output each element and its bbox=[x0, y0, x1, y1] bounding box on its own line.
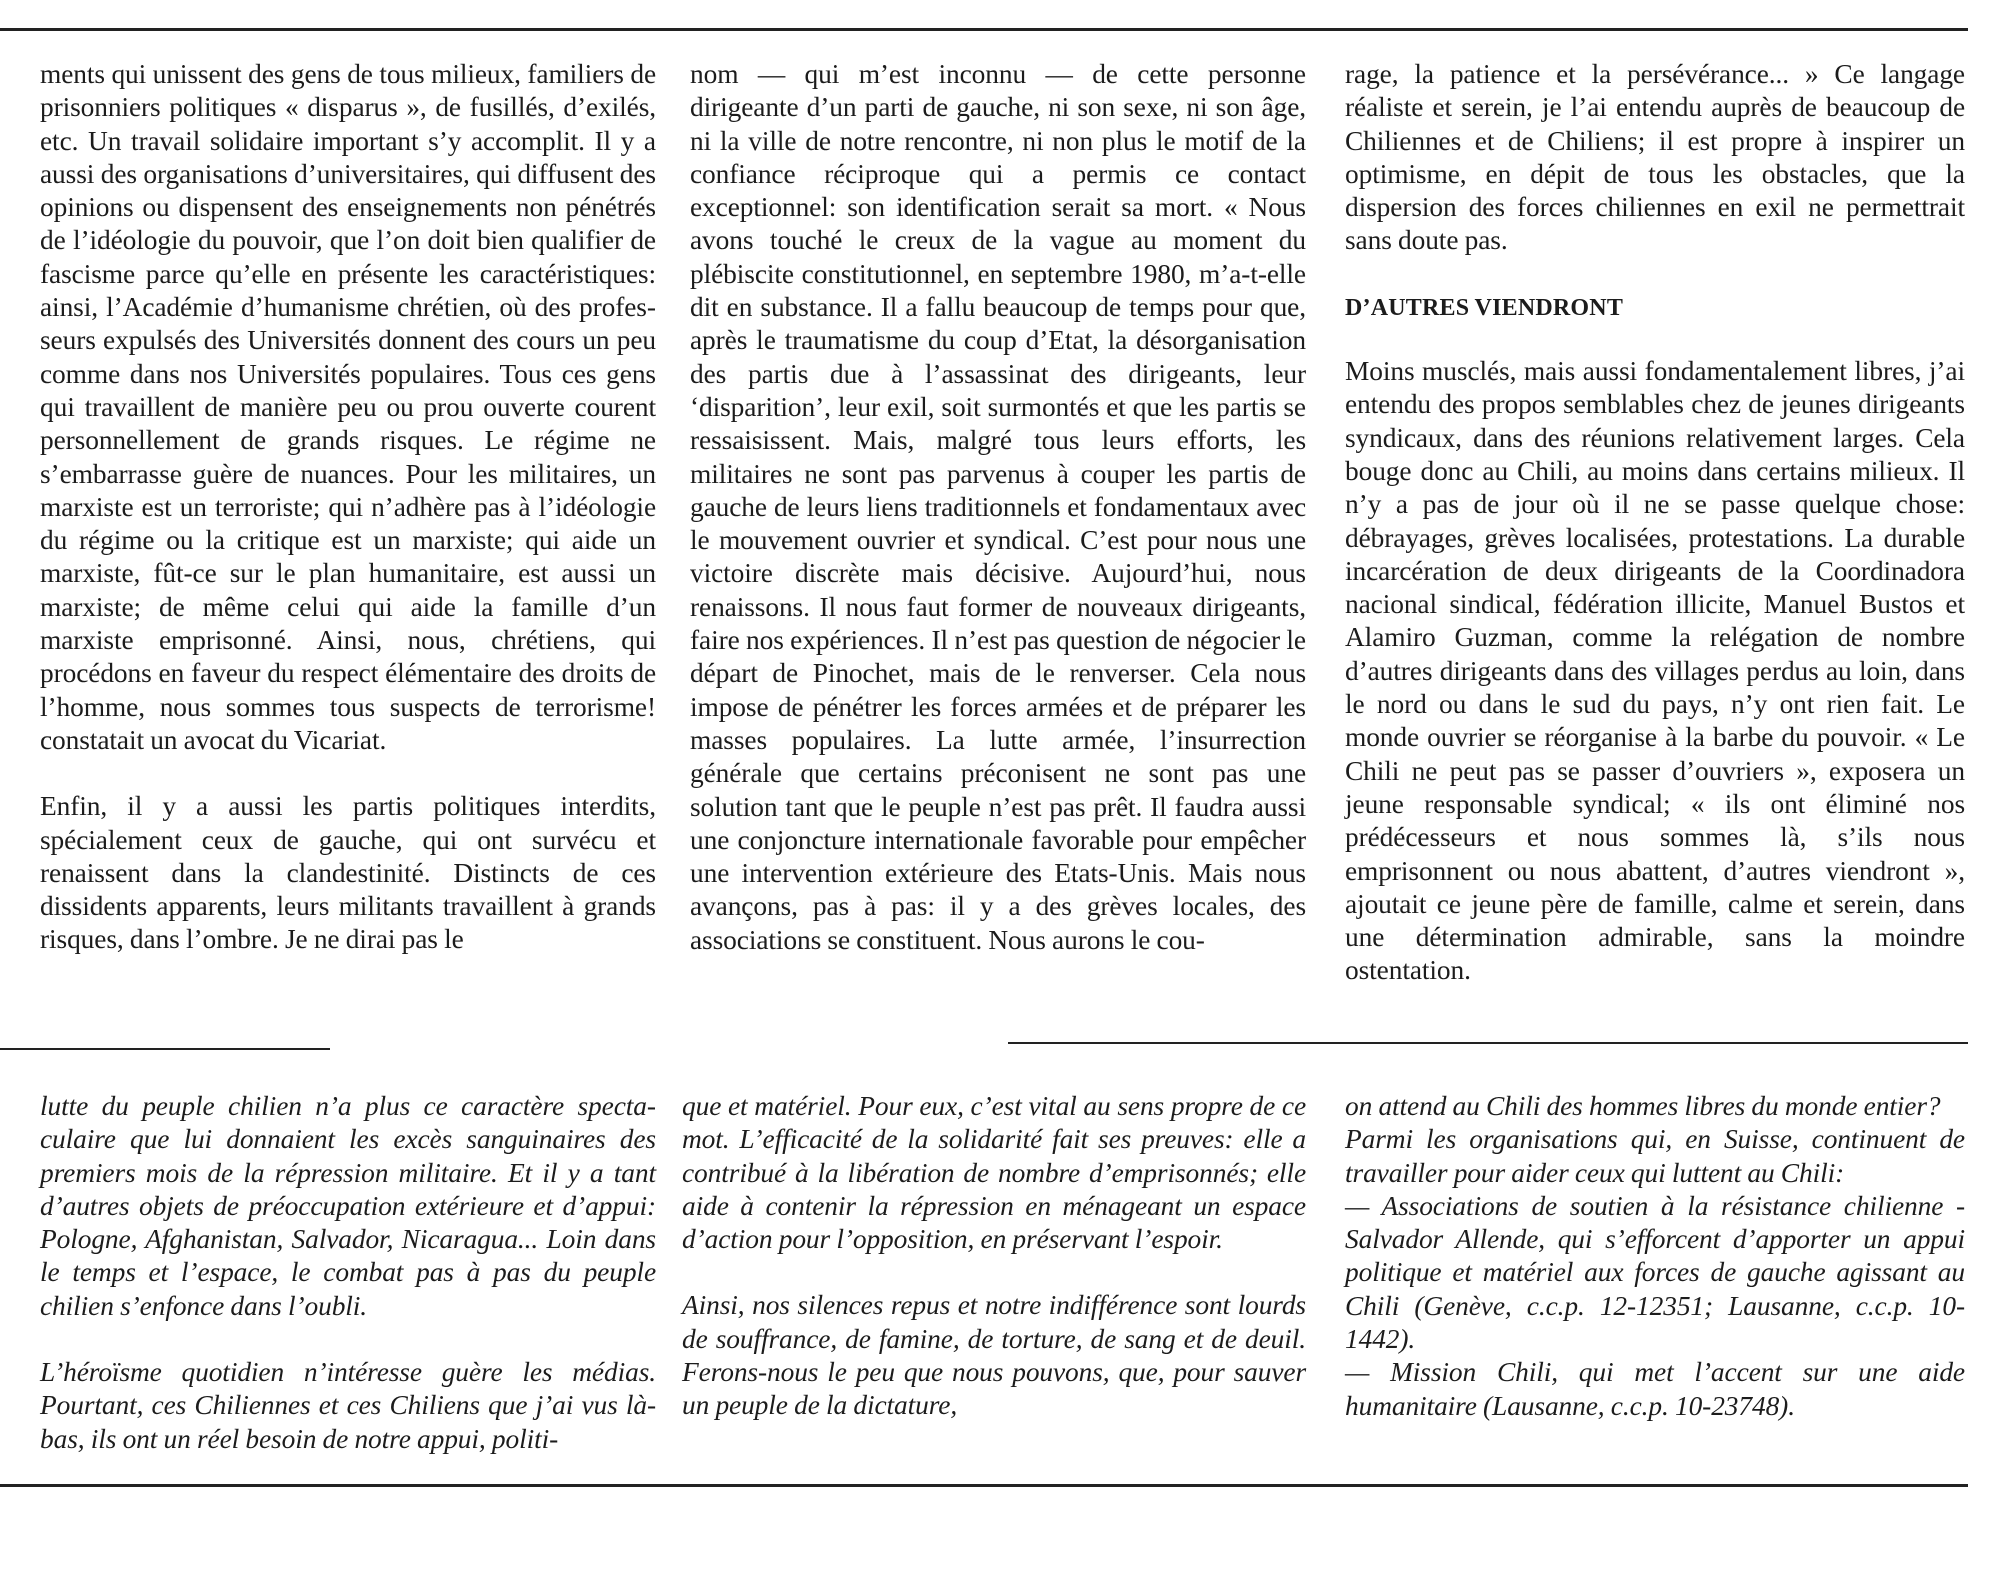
lower-column-1 bbox=[40, 1090, 656, 1456]
paragraph: nom — qui m’est inconnu — de cette personne dirigeante d’un parti de gauche, ni son sexe, ni son âge, ni la ville de notre rencontre, ni non plus le motif de la confiance réciproque qui a permis ce contact exceptionnel: son identification serait sa mort. « Nous avons touché le creux de la vague au moment du plébiscite constitutionnel, en septembre 1980, m’a-t-elle dit en substance. Il a fallu beaucoup de temps pour que, après le traumatisme du coup d’Etat, la désorganisation des partis due à l’assassinat des dirigeants, leur ‘disparition’, leur exil, soit surmontés et que les partis se ressaisissent. Mais, malgré tous leurs efforts, les militaires ne sont pas parvenus à couper les partis de gauche de leurs liens traditionnels et fondamentaux avec le mouvement ouvrier et syndical. C’est pour nous une victoire discrète mais décisive. Aujourd’hui, nous renaissons. Il nous faut former de nouveaux dirigeants, faire nos expériences. Il n’est pas question de négocier le départ de Pinochet, mais de le renverser. Cela nous impose de pénétrer les forces armées et de préparer les masses populaires. La lutte armée, l’insurrection générale que certains préconisent ne sont pas une solution tant que le peuple n’est pas prêt. Il faudra aussi une conjoncture internationale favorable pour empêcher une intervention extérieure des Etats-Unis. Mais nous avançons, pas à pas: il y a des grèves locales, des associations se constituent. Nous aurons le cou- bbox=[690, 59, 1306, 955]
paragraph: L’héroïsme quotidien n’intéresse guère les médias. Pourtant, ces Chiliennes et ces Chiliens que j’ai vus là-bas, ils ont un réel besoin de notre appui, politi- bbox=[40, 1357, 656, 1454]
paragraph: rage, la patience et la persévérance... » Ce langage réaliste et serein, je l’ai entendu auprès de beaucoup de Chiliennes et de Chiliens; il est propre à inspirer un optimisme, en dépit de tous les obstacles, que la dispersion des forces chiliennes en exil ne permettrait sans doute pas. bbox=[1345, 59, 1965, 256]
section-heading: D’AUTRES VIENDRONT bbox=[1345, 294, 1624, 321]
bottom-rule bbox=[0, 1484, 1968, 1487]
list-item: — Mission Chili, qui met l’accent sur une aide humanitaire (Lausanne, c.c.p. 10-23748). bbox=[1345, 1357, 1965, 1421]
paragraph: Parmi les organisations qui, en Suisse, continuent de travailler pour aider ceux qui luttent au Chili: bbox=[1345, 1124, 1965, 1188]
paragraph: que et matériel. Pour eux, c’est vital au sens propre de ce mot. L’efficacité de la solidarité fait ses preuves: elle a contribué à la libération de nombre d’emprisonnés; elle aide à contenir la répression en ménageant un espace d’action pour l’opposition, en préservant l’espoir. bbox=[682, 1091, 1306, 1255]
paragraph: lutte du peuple chilien n’a plus ce caractère spectaculaire que lui donnaient les excès sanguinaires des premiers mois de la répression militaire. Et il y a tant d’autres objets de préoccupation extérieure et d’appui: Pologne, Afghanistan, Salvador, Nicaragua... Loin dans le temps et l’espace, le combat pas à pas du peuple chilien s’enfonce dans l’oubli. bbox=[40, 1091, 656, 1321]
lower-column-2 bbox=[682, 1090, 1306, 1423]
mid-rule-right bbox=[1008, 1042, 1968, 1044]
top-rule bbox=[0, 28, 1968, 31]
lower-column-3 bbox=[1345, 1090, 1965, 1423]
paragraph: ments qui unissent des gens de tous milieux, familiers de prisonniers politiques « disparus », de fusillés, d’exilés, etc. Un travail solidaire important s’y accomplit. Il y a aussi des organisations d’universitaires, qui diffusent des opinions ou dispensent des enseignements non pénétrés de l’idéologie du pouvoir, que l’on doit bien qualifier de fascisme parce qu’elle en présente les caractéristiques: ainsi, l’Académie d’humanisme chrétien, où des professeurs expulsés des Universités donnent des cours un peu comme dans nos Universités populaires. Tous ces gens qui travaillent de manière peu ou prou ouverte courent personnellement de grands risques. Le régime ne s’embarrasse guère de nuances. Pour les militaires, un marxiste est un terroriste; qui n’adhère pas à l’idéologie du régime ou la critique est un marxiste; qui aide un marxiste, fût-ce sur le plan humanitaire, est aussi un marxiste; de même celui qui aide la famille d’un marxiste emprisonné. Ainsi, nous, chrétiens, qui procédons en faveur du respect élémentaire des droits de l’homme, nous sommes tous suspects de terrorisme! constatait un avocat du Vicariat. bbox=[40, 59, 656, 755]
mid-rule-left bbox=[0, 1048, 330, 1050]
paragraph: Enfin, il y a aussi les partis politiques interdits, spécialement ceux de gauche, qui ont survécu et renaissent dans la clandestinité. Distincts de ces dissidents apparents, leurs militants travaillent à grands risques, dans l’ombre. Je ne dirai pas le bbox=[40, 791, 656, 955]
paragraph: Moins musclés, mais aussi fondamentalement libres, j’ai entendu des propos semblables chez de jeunes dirigeants syndicaux, dans des réunions relativement larges. Cela bouge donc au Chili, au moins dans certains milieux. Il n’y a pas de jour où il ne se passe quelque chose: débrayages, grèves localisées, protestations. La durable incarcération de deux dirigeants de la Coordinadora nacional sindical, fédération illicite, Manuel Bustos et Alamiro Guzman, comme la relégation de nombre d’autres dirigeants dans des villages perdus au loin, dans le nord ou dans le sud du pays, n’y ont rien fait. Le monde ouvrier se réorganise à la barbe du pouvoir. « Le Chili ne peut pas se passer d’ouvriers », exposera un jeune responsable syndical; « ils ont éliminé nos prédécesseurs et nous sommes là, s’ils nous emprisonnent ou nous abattent, d’autres viendront », ajoutait ce jeune père de famille, calme et serein, dans une détermination admirable, sans la moindre ostentation. bbox=[1345, 356, 1965, 986]
upper-column-3 bbox=[1345, 58, 1965, 988]
upper-column-1 bbox=[40, 58, 656, 957]
paragraph: Ainsi, nos silences repus et notre indifférence sont lourds de souffrance, de famine, de torture, de sang et de deuil. Ferons-nous le peu que nous pouvons, que, pour sauver un peuple de la dictature, bbox=[682, 1290, 1306, 1421]
upper-column-2 bbox=[690, 58, 1306, 957]
paragraph: on attend au Chili des hommes libres du monde entier? bbox=[1345, 1091, 1941, 1121]
list-item: — Associations de soutien à la résistance chilienne - Salvador Allende, qui s’efforcent d’apporter un appui politique et matériel aux forces de gauche agissant au Chili (Genève, c.c.p. 12-12351; Lausanne, c.c.p. 10-1442). bbox=[1345, 1190, 1965, 1355]
